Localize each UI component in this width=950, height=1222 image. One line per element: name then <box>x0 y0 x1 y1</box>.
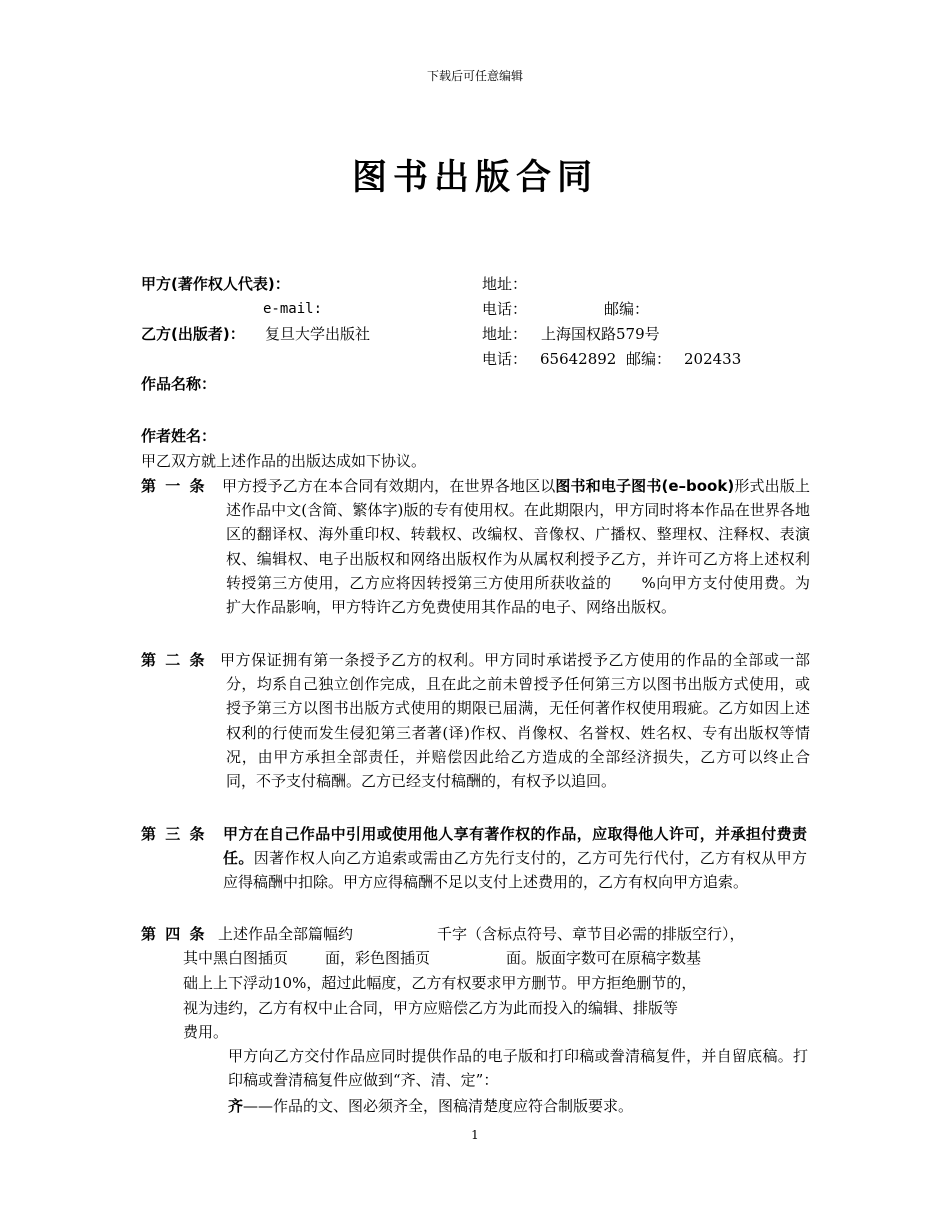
party-b-postcode: 202433 <box>684 350 742 368</box>
article-4-text-3: 其中黑白图插页 <box>183 949 289 967</box>
article-1-label: 第 一 条 <box>141 477 207 495</box>
party-a-postcode-label: 邮编： <box>604 300 650 318</box>
article-1-text-3: %向甲方支付使用费。为扩大作品影响，甲方特许乙方免费使用其作品的电子、网络出版权。 <box>226 573 810 617</box>
article-4-qi: 齐 <box>228 1097 244 1115</box>
page-title: 图书出版合同 <box>351 158 598 198</box>
article-4-qi-text: ——作品的文、图必须齐全，图稿清楚度应符合制版要求。 <box>243 1097 634 1115</box>
party-a-label: 甲方(著作权人代表)： <box>141 275 290 293</box>
article-4-text-6: 础上上下浮动10%，超过此幅度，乙方有权要求甲方删节。甲方拒绝删节的， <box>183 974 697 992</box>
article-3-text: 因著作权人向乙方追索或需由乙方先行支付的，乙方可先行代付，乙方有权从甲方应得稿酬中扣除。甲方应得稿酬不足以支付上述费用的，乙方有权向甲方追索。 <box>223 849 807 892</box>
article-4-text-5: 面。版面字数可在原稿字数基 <box>506 949 702 967</box>
article-4-label: 第 四 条 <box>141 925 207 943</box>
article-1-bold: 图书和电子图书(e–book) <box>555 477 735 495</box>
header-note: 下载后可任意编辑 <box>426 69 523 83</box>
party-b-postcode-label: 邮编： <box>626 350 672 368</box>
article-4-text-4: 面，彩色图插页 <box>325 949 431 967</box>
article-3-label: 第 三 条 <box>141 825 207 843</box>
intro-text: 甲乙双方就上述作品的出版达成如下协议。 <box>141 452 427 470</box>
author-name-label: 作者姓名： <box>141 427 217 445</box>
party-b-phone-label: 电话： <box>482 350 528 368</box>
party-a-address-label: 地址： <box>482 275 528 293</box>
article-3-body <box>223 822 807 895</box>
article-4-qi-line <box>228 1094 633 1118</box>
party-b-address: 上海国权路579号 <box>541 325 660 343</box>
party-a-phone-label: 电话： <box>482 300 528 318</box>
party-b-address-label: 地址： <box>482 325 528 343</box>
article-4-text-2: 千字（含标点符号、章节目必需的排版空行）， <box>437 925 745 943</box>
article-1-body <box>222 474 810 619</box>
article-2-label: 第 二 条 <box>141 651 207 669</box>
party-b-label: 乙方(出版者)： <box>141 325 245 343</box>
work-name-label: 作品名称： <box>141 375 217 393</box>
article-4-delivery: 甲方向乙方交付作品应同时提供作品的电子版和打印稿或誊清稿复件，并自留底稿。打印稿或誊清稿复件应做到“齐、清、定”： <box>228 1047 808 1090</box>
party-b-name: 复旦大学出版社 <box>265 325 371 343</box>
article-1-text-1: 甲方授予乙方在本合同有效期内，在世界各地区以 <box>222 477 556 495</box>
article-3-bold: 甲方在自己作品中引用或使用他人享有著作权的作品，应取得他人许可，并承担付费责任。 <box>223 825 807 868</box>
article-4-text-8: 费用。 <box>183 1023 229 1041</box>
article-2-body: 甲方保证拥有第一条授予乙方的权利。甲方同时承诺授予乙方使用的作品的全部或一部分，均系自己独立创作完成，且在此之前未曾授予任何第三方以图书出版方式使用，或授予第三方以图书出版方式使用的期限已届满，无任何著作权使用瑕疵。乙方如因上述权利的行使而发生侵犯第三者著(译)作权、肖像权、名誉权、姓名权、专有出版权等情况，由甲方承担全部责任，并赔偿因此给乙方造成的全部经济损失，乙方可以终止合同，不予支付稿酬。乙方已经支付稿酬的，有权予以追回。 <box>220 651 810 791</box>
article-4-text-7: 视为违约，乙方有权中止合同，甲方应赔偿乙方为此而投入的编辑、排版等 <box>183 999 679 1017</box>
page-number: 1 <box>471 1128 479 1142</box>
party-b-phone: 65642892 <box>540 350 617 368</box>
article-1-text-2: 形式出版上述作品中文(含简、繁体字)版的专有使用权。在此期限内，甲方同时将本作品在世界各地区的翻译权、海外重印权、转载权、改编权、音像权、广播权、整理权、注释权、表演权、编辑权、电子出版权和网络出版权作为从属权利授予乙方，并许可乙方将上述权利转授第三方使用，乙方应将因转授第三方使用所获收益的 <box>226 477 810 592</box>
article-4-text-1: 上述作品全部篇幅约 <box>218 925 354 943</box>
party-a-email-label: e-mail: <box>263 301 323 317</box>
